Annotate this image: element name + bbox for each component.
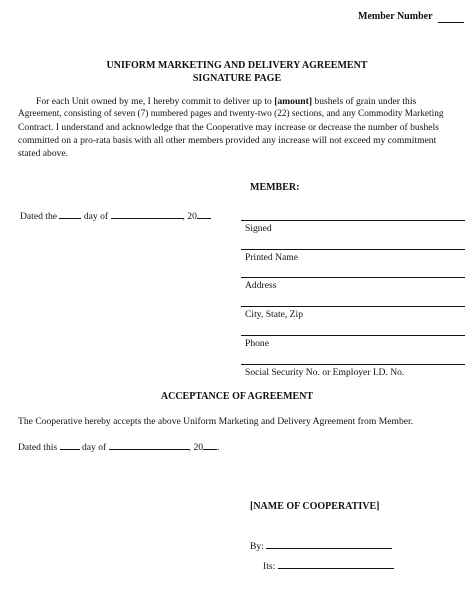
month-field[interactable]: [109, 440, 189, 450]
commitment-line-5: stated above.: [18, 148, 69, 159]
city-state-zip-line[interactable]: [241, 306, 465, 307]
commitment-text: bushels of grain under this: [312, 96, 417, 107]
cooperative-name: [NAME OF COOPERATIVE]: [250, 501, 380, 512]
document-subtitle: SIGNATURE PAGE: [192, 73, 282, 84]
phone-label: Phone: [245, 338, 269, 349]
day-of-text: day of: [83, 211, 109, 222]
dated-end: .: [217, 442, 220, 453]
day-field[interactable]: [60, 440, 80, 450]
dated-prefix: Dated the: [20, 211, 58, 222]
member-heading: MEMBER:: [250, 182, 300, 193]
year-prefix: , 20: [188, 442, 204, 453]
ssn-line[interactable]: [241, 364, 465, 365]
day-of-text: day of: [81, 442, 107, 453]
acceptance-heading: ACCEPTANCE OF AGREEMENT: [160, 391, 314, 402]
acceptance-text: The Cooperative hereby accepts the above Uniform Marketing and Delivery Agreement from Member.: [18, 416, 414, 427]
printed-name-line[interactable]: [241, 249, 465, 250]
by-label: By:: [250, 541, 264, 552]
ssn-label: Social Security No. or Employer I.D. No.: [245, 367, 405, 378]
year-field[interactable]: [203, 440, 217, 450]
by-field[interactable]: [266, 539, 392, 549]
commitment-text: For each Unit owned by me, I hereby commit to deliver up to: [36, 96, 275, 107]
commitment-line-3: Contract. I understand and acknowledge that the Cooperative may increase or decrease the number of bushels: [18, 122, 439, 133]
day-field[interactable]: [59, 209, 81, 219]
commitment-line-1: [36, 96, 416, 107]
year-field[interactable]: [197, 209, 211, 219]
signed-line[interactable]: [241, 220, 465, 221]
month-field[interactable]: [111, 209, 183, 219]
printed-name-label: Printed Name: [245, 252, 299, 263]
address-line[interactable]: [241, 277, 465, 278]
dated-prefix: Dated this: [18, 442, 58, 453]
commitment-line-2: Agreement, consisting of seven (7) numbered pages and twenty-two (22) sections, and any Commodity Marketing: [18, 109, 444, 119]
city-state-zip-label: City, State, Zip: [245, 309, 304, 320]
its-field[interactable]: [278, 559, 394, 569]
phone-line[interactable]: [241, 335, 465, 336]
cooperative-dated-line: [18, 440, 219, 453]
member-dated-line: [20, 209, 211, 222]
commitment-line-4: committed on a pro-rata basis with all other members provided any increase will not exceed my commitment: [18, 135, 437, 146]
document-title: UNIFORM MARKETING AND DELIVERY AGREEMENT: [106, 60, 368, 71]
year-prefix: , 20: [182, 211, 197, 222]
its-label: Its:: [263, 561, 276, 572]
its-signature-line: [263, 559, 394, 572]
amount-placeholder: [amount]: [274, 96, 313, 107]
member-number-field[interactable]: [438, 22, 464, 23]
address-label: Address: [245, 280, 277, 291]
by-signature-line: [250, 539, 392, 552]
member-number-label: Member Number: [358, 11, 433, 22]
signed-label: Signed: [245, 223, 272, 234]
